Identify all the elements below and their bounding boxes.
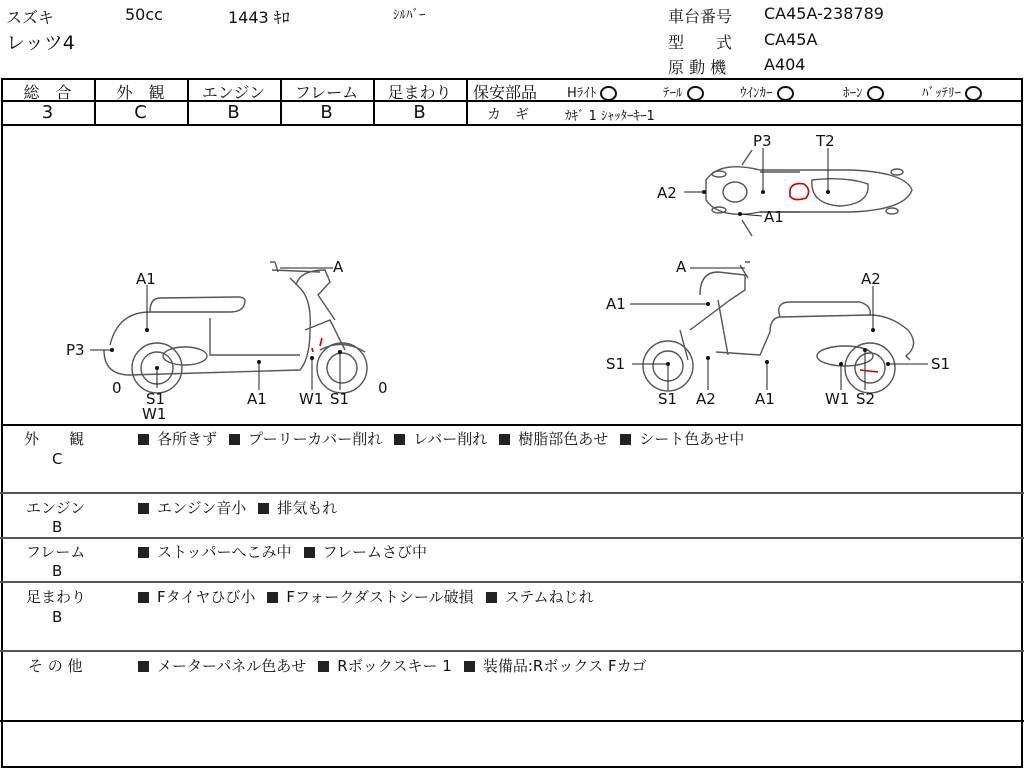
bullet-icon (499, 434, 510, 445)
remark-divider (0, 650, 1024, 652)
remark-items (138, 497, 349, 518)
remark-grade: B (52, 608, 63, 626)
type-label: 型 式 (668, 33, 733, 52)
ok-mark-icon (687, 86, 704, 101)
engine-value: A404 (764, 55, 806, 74)
diagram-label: S1 (330, 390, 350, 408)
diagram-label: P3 (753, 132, 772, 150)
remark-item (318, 657, 452, 675)
remark-item-text: 各所きず (157, 430, 218, 448)
remark-item-text: エンジン音小 (157, 499, 247, 517)
diagram-label: A2 (696, 390, 716, 408)
bullet-icon (138, 434, 149, 445)
remark-item-text: 装備品:Rボックス Fカゴ (482, 657, 647, 675)
ok-mark-icon (777, 86, 794, 101)
remark-item (138, 543, 292, 561)
safety-item-horn (843, 82, 884, 101)
grade-frame-label: フレーム (294, 83, 359, 102)
safety-item-tail (663, 82, 704, 101)
remark-item (229, 430, 382, 448)
safety-item-label: ﾎｰﾝ (843, 86, 863, 101)
scooter-diagram (0, 126, 1024, 424)
remark-item-text: レバー削れ (413, 430, 488, 448)
bullet-icon (486, 592, 497, 603)
bullet-icon (304, 547, 315, 558)
bullet-icon (394, 434, 405, 445)
diagram-bottom-line (1, 424, 1023, 426)
safety-item-headlight (567, 82, 617, 101)
safety-item-label: ﾊﾞｯﾃﾘｰ (922, 86, 961, 101)
remark-items (138, 655, 659, 676)
remark-divider (0, 492, 1024, 494)
remark-item (138, 499, 246, 517)
diagram-label: P3 (66, 341, 85, 359)
model-name: レッツ4 (6, 32, 75, 54)
grade-overall-value: 3 (41, 102, 54, 123)
diagram-label: A (333, 258, 344, 276)
remark-label: そ の 他 (28, 657, 83, 675)
bullet-icon (229, 434, 240, 445)
remark-item (267, 588, 473, 606)
chassis-number: CA45A-238789 (764, 4, 884, 23)
remark-item-text: 樹脂部色あせ (518, 430, 609, 448)
diagram-label: A2 (861, 270, 881, 288)
safety-label: 保安部品 (473, 83, 538, 102)
remark-item-text: Fフォークダストシール破損 (286, 588, 474, 606)
grade-suspension-label: 足まわり (387, 83, 452, 102)
diagram-label: W1 (299, 390, 324, 408)
remark-grade: B (52, 518, 63, 536)
diagram-label: A1 (755, 390, 775, 408)
remark-item (464, 657, 647, 675)
grade-engine-value: B (227, 102, 240, 123)
diagram-label: A2 (657, 184, 677, 202)
bullet-icon (138, 661, 149, 672)
displacement: 50cc (125, 5, 163, 24)
grade-overall-label: 総 合 (23, 83, 72, 102)
remark-item (486, 588, 594, 606)
diagram-label: T2 (816, 132, 835, 150)
remark-item (138, 430, 217, 448)
diagram-label: 0 (112, 379, 122, 397)
mileage: 1443 ｷﾛ (228, 8, 290, 27)
diagram-label-group (66, 132, 950, 423)
remark-divider (0, 581, 1024, 583)
grade-exterior-value: C (134, 102, 147, 123)
bullet-icon (464, 661, 475, 672)
remark-divider (0, 537, 1024, 539)
remark-items (138, 541, 439, 562)
diagram-label: S1 (931, 355, 951, 373)
engine-label: 原 動 機 (668, 58, 727, 77)
safety-item-winker (740, 82, 794, 101)
remark-divider (0, 720, 1024, 722)
remark-item (138, 588, 255, 606)
diagram-label: A (676, 258, 687, 276)
chassis-label: 車台番号 (668, 7, 733, 26)
key-label: カ ギ (487, 107, 529, 123)
diagram-label: A1 (136, 270, 156, 288)
diagram-label: S2 (856, 390, 876, 408)
remark-label: 外 観 (24, 430, 85, 448)
bullet-icon (258, 503, 269, 514)
remark-item (499, 430, 608, 448)
bullet-icon (138, 547, 149, 558)
safety-item-label: ｳｲﾝｶｰ (740, 86, 773, 101)
remark-item-text: プーリーカバー削れ (248, 430, 383, 448)
remark-item-text: Fタイヤひび小 (157, 588, 256, 606)
remark-items (138, 428, 756, 449)
remark-item (620, 430, 744, 448)
remark-item-text: 排気もれ (277, 499, 338, 517)
grade-engine-label: エンジン (201, 83, 266, 102)
bullet-icon (318, 661, 329, 672)
key-value: ｶｷﾞ 1 ｼｬｯﾀｰｷｰ1 (565, 109, 655, 124)
remark-item (138, 657, 306, 675)
color: ｼﾙﾊﾞｰ (393, 8, 426, 23)
diagram-label: A1 (247, 390, 267, 408)
diagram-label: A1 (606, 295, 626, 313)
remark-item-text: フレームさび中 (322, 543, 427, 561)
remark-items (138, 586, 606, 607)
safety-item-battery (922, 82, 982, 101)
maker: スズキ (6, 8, 55, 27)
ok-mark-icon (600, 86, 617, 101)
remark-item-text: シート色あせ中 (639, 430, 745, 448)
remark-grade: C (52, 450, 63, 468)
grade-exterior-label: 外 観 (116, 83, 165, 102)
bullet-icon (138, 503, 149, 514)
remark-label: フレーム (26, 543, 86, 561)
remark-grade: B (52, 562, 63, 580)
bullet-icon (267, 592, 278, 603)
bullet-icon (620, 434, 631, 445)
ok-mark-icon (867, 86, 884, 101)
diagram-label: A1 (764, 208, 784, 226)
grade-suspension-value: B (413, 102, 426, 123)
remark-item-text: メーターパネル色あせ (157, 657, 307, 675)
grade-frame-value: B (320, 102, 333, 123)
diagram-label: S1 (658, 390, 678, 408)
remark-item (304, 543, 427, 561)
grade-col-sep (466, 78, 468, 125)
remark-item-text: Rボックスキー 1 (337, 657, 452, 675)
diagram-label: S1 (146, 390, 166, 408)
diagram-label: 0 (378, 379, 388, 397)
remark-item (258, 499, 337, 517)
bullet-icon (138, 592, 149, 603)
remark-label: エンジン (26, 499, 86, 517)
remark-label: 足まわり (26, 588, 87, 606)
ok-mark-icon (965, 86, 982, 101)
type-value: CA45A (764, 30, 818, 49)
safety-item-label: ﾃｰﾙ (663, 86, 683, 101)
diagram-label: W1 (825, 390, 850, 408)
remark-item-text: ストッパーへこみ中 (157, 543, 292, 561)
remark-item-text: ステムねじれ (504, 588, 594, 606)
diagram-label: S1 (606, 355, 626, 373)
remark-item (394, 430, 487, 448)
diagram-label: W1 (142, 405, 167, 423)
safety-item-label: Hﾗｲﾄ (567, 86, 597, 101)
